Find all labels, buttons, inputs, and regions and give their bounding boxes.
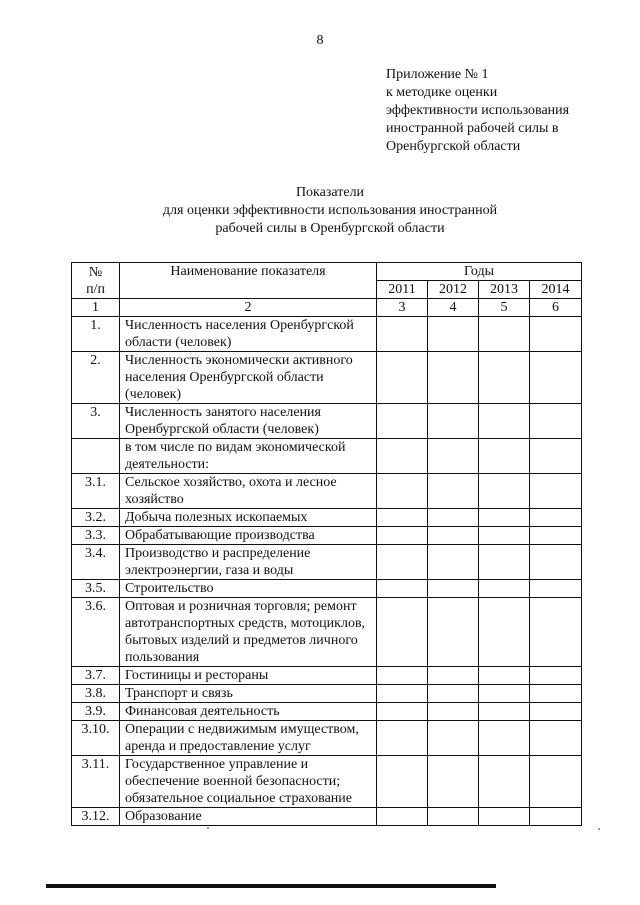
row-number: 3.3. <box>72 527 120 545</box>
year-value-cell <box>428 667 479 685</box>
year-value-cell <box>377 685 428 703</box>
year-value-cell <box>428 404 479 439</box>
column-number: 4 <box>428 299 479 317</box>
row-number: 3.5. <box>72 580 120 598</box>
year-value-cell <box>428 580 479 598</box>
annex-caption: Приложение № 1 к методике оценки эффективности использования иностранной рабочей силы в Оренбургской области <box>386 67 570 154</box>
year-value-cell <box>530 580 582 598</box>
year-value-cell <box>377 598 428 667</box>
year-value-cell <box>377 756 428 808</box>
column-number: 2 <box>120 299 377 317</box>
year-value-cell <box>479 667 530 685</box>
year-value-cell <box>479 404 530 439</box>
year-value-cell <box>479 439 530 474</box>
header-indicator-name: Наименование показателя <box>120 263 377 299</box>
year-value-cell <box>530 439 582 474</box>
row-number: 3.2. <box>72 509 120 527</box>
indicator-name: Строительство <box>120 580 377 598</box>
year-value-cell <box>479 685 530 703</box>
indicator-name: Численность занятого населения Оренбургской области (человек) <box>120 404 377 439</box>
year-value-cell <box>428 439 479 474</box>
bottom-rule <box>46 884 496 888</box>
year-value-cell <box>428 685 479 703</box>
indicator-name: Обрабатывающие производства <box>120 527 377 545</box>
year-value-cell <box>428 598 479 667</box>
document-title: Показатели для оценки эффективности использования иностранной рабочей силы в Оренбургской области <box>162 185 498 236</box>
indicator-name: Добыча полезных ископаемых <box>120 509 377 527</box>
year-value-cell <box>479 721 530 756</box>
column-number: 6 <box>530 299 582 317</box>
year-value-cell <box>428 756 479 808</box>
table-row <box>72 685 582 703</box>
year-value-cell <box>428 545 479 580</box>
year-value-cell <box>530 598 582 667</box>
indicator-name: Операции с недвижимым имуществом, аренда и предоставление услуг <box>120 721 377 756</box>
row-number: 2. <box>72 352 120 404</box>
year-2012: 2012 <box>428 281 479 299</box>
year-value-cell <box>530 685 582 703</box>
year-value-cell <box>479 756 530 808</box>
column-number: 1 <box>72 299 120 317</box>
table-row <box>72 439 582 474</box>
year-value-cell <box>377 808 428 826</box>
year-value-cell <box>479 703 530 721</box>
row-number: 3.6. <box>72 598 120 667</box>
scan-speck <box>207 827 209 829</box>
table-header-row <box>72 263 582 281</box>
table-row <box>72 545 582 580</box>
indicator-name: Сельское хозяйство, охота и лесное хозяйство <box>120 474 377 509</box>
indicator-name: Государственное управление и обеспечение военной безопасности; обязательное социальное страхование <box>120 756 377 808</box>
indicator-name: Гостиницы и рестораны <box>120 667 377 685</box>
indicator-name: Финансовая деятельность <box>120 703 377 721</box>
row-number <box>72 439 120 474</box>
year-value-cell <box>377 580 428 598</box>
year-value-cell <box>428 352 479 404</box>
header-years: Годы <box>377 263 582 281</box>
indicator-name: Численность экономически активного населения Оренбургской области (человек) <box>120 352 377 404</box>
year-value-cell <box>530 808 582 826</box>
page-number: 8 <box>316 33 324 48</box>
year-value-cell <box>530 404 582 439</box>
year-value-cell <box>428 474 479 509</box>
indicator-name: в том числе по видам экономической деятельности: <box>120 439 377 474</box>
year-value-cell <box>377 317 428 352</box>
year-value-cell <box>530 509 582 527</box>
year-value-cell <box>377 545 428 580</box>
table-row <box>72 580 582 598</box>
table-row <box>72 509 582 527</box>
table-row <box>72 317 582 352</box>
year-value-cell <box>377 703 428 721</box>
table-body <box>72 317 582 826</box>
table-row <box>72 703 582 721</box>
row-number: 3.8. <box>72 685 120 703</box>
table-row <box>72 667 582 685</box>
indicators-table <box>71 262 582 826</box>
year-value-cell <box>428 527 479 545</box>
year-value-cell <box>530 527 582 545</box>
row-number: 3.4. <box>72 545 120 580</box>
year-value-cell <box>377 509 428 527</box>
year-value-cell <box>428 509 479 527</box>
year-value-cell <box>428 721 479 756</box>
year-value-cell <box>530 703 582 721</box>
year-value-cell <box>530 317 582 352</box>
indicator-name: Производство и распределение электроэнергии, газа и воды <box>120 545 377 580</box>
indicator-name: Оптовая и розничная торговля; ремонт автотранспортных средств, мотоциклов, бытовых изделий и предметов личного пользования <box>120 598 377 667</box>
row-number: 3. <box>72 404 120 439</box>
year-value-cell <box>377 721 428 756</box>
row-number: 3.10. <box>72 721 120 756</box>
table-row <box>72 756 582 808</box>
row-number: 3.1. <box>72 474 120 509</box>
column-number: 3 <box>377 299 428 317</box>
year-value-cell <box>479 598 530 667</box>
year-value-cell <box>530 756 582 808</box>
table-row <box>72 721 582 756</box>
table-row <box>72 352 582 404</box>
year-value-cell <box>530 474 582 509</box>
year-value-cell <box>377 667 428 685</box>
year-value-cell <box>530 545 582 580</box>
year-value-cell <box>479 527 530 545</box>
table-row <box>72 598 582 667</box>
year-value-cell <box>479 545 530 580</box>
year-value-cell <box>530 721 582 756</box>
year-value-cell <box>377 439 428 474</box>
table-row <box>72 474 582 509</box>
row-number: 3.7. <box>72 667 120 685</box>
row-number: 3.12. <box>72 808 120 826</box>
year-value-cell <box>479 808 530 826</box>
indicator-name: Транспорт и связь <box>120 685 377 703</box>
row-number: 3.11. <box>72 756 120 808</box>
year-2013: 2013 <box>479 281 530 299</box>
year-value-cell <box>479 474 530 509</box>
year-value-cell <box>530 352 582 404</box>
indicator-name: Численность населения Оренбургской области (человек) <box>120 317 377 352</box>
year-value-cell <box>377 474 428 509</box>
year-value-cell <box>479 352 530 404</box>
row-number: 1. <box>72 317 120 352</box>
year-value-cell <box>428 703 479 721</box>
year-value-cell <box>377 352 428 404</box>
table-row <box>72 808 582 826</box>
year-value-cell <box>428 808 479 826</box>
year-value-cell <box>479 509 530 527</box>
year-2011: 2011 <box>377 281 428 299</box>
year-value-cell <box>377 527 428 545</box>
year-value-cell <box>479 580 530 598</box>
year-value-cell <box>479 317 530 352</box>
year-value-cell <box>377 404 428 439</box>
header-number: № п/п <box>72 263 120 299</box>
row-number: 3.9. <box>72 703 120 721</box>
year-2014: 2014 <box>530 281 582 299</box>
column-number: 5 <box>479 299 530 317</box>
scan-speck <box>598 828 600 830</box>
table-row <box>72 404 582 439</box>
year-value-cell <box>530 667 582 685</box>
table-row <box>72 527 582 545</box>
column-numbers-row <box>72 299 582 317</box>
indicator-name: Образование <box>120 808 377 826</box>
year-value-cell <box>428 317 479 352</box>
